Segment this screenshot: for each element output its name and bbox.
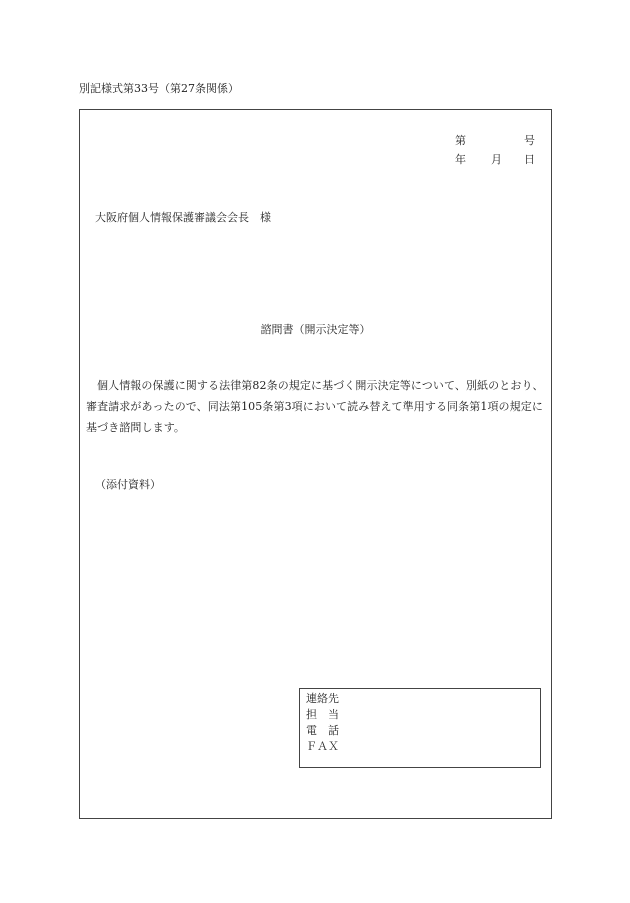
number-suffix: 号	[524, 134, 535, 147]
number-prefix: 第	[455, 134, 466, 147]
contact-phone: 電 話	[306, 724, 339, 737]
form-number-label: 別記様式第33号（第27条関係）	[79, 82, 239, 95]
date-day: 日	[524, 153, 535, 166]
date-month: 月	[491, 153, 502, 166]
contact-box	[299, 688, 541, 768]
addressee: 大阪府個人情報保護審議会会長 様	[95, 211, 271, 224]
date-year: 年	[455, 153, 466, 166]
document-frame	[79, 109, 552, 819]
body-paragraph: 個人情報の保護に関する法律第82条の規定に基づく開示決定等について、別紙のとおり、審査請求があったので、同法第105条第3項において読み替えて準用する同条第1項の規定に基づき諮問します。	[86, 379, 544, 434]
contact-person: 担 当	[306, 708, 339, 721]
document-number-line	[455, 132, 535, 148]
contact-heading: 連絡先	[306, 692, 339, 705]
document-title: 諮問書（開示決定等）	[260, 323, 371, 336]
contact-fax: ＦＡＸ	[306, 740, 339, 753]
document-date-line	[455, 151, 535, 167]
attachment-label: （添付資料）	[95, 478, 161, 491]
